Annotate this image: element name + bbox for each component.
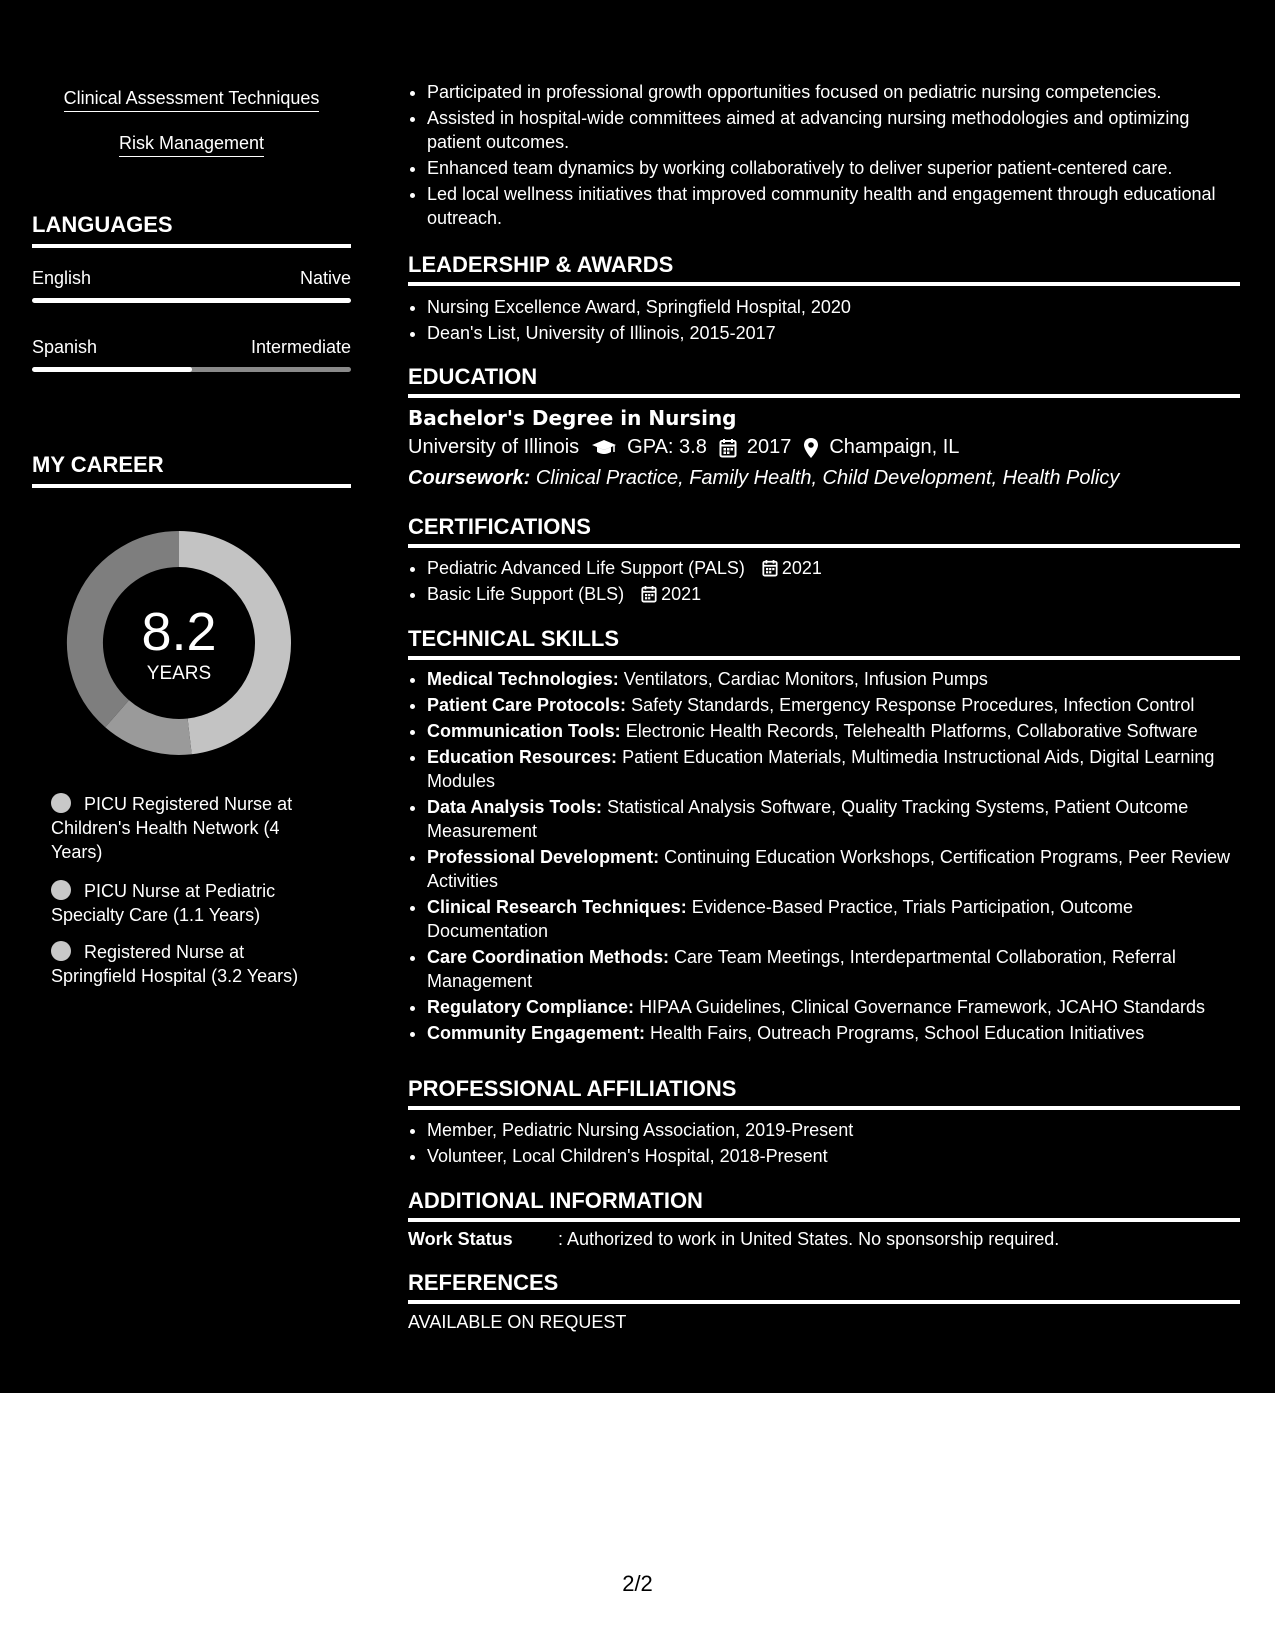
list-item: • Care Coordination Methods: Care Team Meetings, Interdepartmental Collaboration, Referral Management [427,945,1240,993]
graduation-cap-icon [591,439,617,457]
language-level: Native [299,268,351,288]
legend-dot-icon [51,880,71,900]
language-name: Spanish [32,337,98,357]
list-item: • Pediatric Advanced Life Support (PALS) 2021 [427,556,1240,580]
technical-skills-list [408,667,1240,1047]
technical-skills-heading: TECHNICAL SKILLS [408,626,1240,660]
list-item: • Community Engagement: Health Fairs, Outreach Programs, School Education Initiatives [427,1021,1240,1045]
calendar-icon [641,585,657,603]
list-item: • Clinical Research Techniques: Evidence-Based Practice, Trials Participation, Outcome Documentation [427,895,1240,943]
list-item: • Member, Pediatric Nursing Association, 2019-Present [427,1118,1240,1142]
legend-dot-icon [51,793,71,813]
references-text: AVAILABLE ON REQUEST [408,1312,627,1332]
work-status-row [408,1229,1059,1250]
education-meta [408,436,959,459]
career-years-label: YEARS [146,663,212,684]
career-legend-item: PICU Registered Nurse at Children's Health Network (4 Years) [51,794,293,862]
work-status-label: Work Status [408,1229,513,1249]
career-total-years: 8.2 [141,602,217,662]
language-proficiency-fill [32,298,351,303]
career-heading: MY CAREER [32,452,351,488]
school-location: Champaign, IL [829,436,960,458]
language-name: English [32,268,92,288]
career-donut-chart [66,530,292,756]
list-item: • Nursing Excellence Award, Springfield Hospital, 2020 [427,295,1240,319]
additional-info-heading: ADDITIONAL INFORMATION [408,1188,1240,1222]
calendar-icon [762,559,778,577]
leadership-heading: LEADERSHIP & AWARDS [408,252,1240,286]
certifications-heading: CERTIFICATIONS [408,514,1240,548]
list-item: • Assisted in hospital-wide committees aimed at advancing nursing methodologies and optimizing patient outcomes. [427,106,1240,154]
list-item: • Participated in professional growth opportunities focused on pediatric nursing competencies. [427,80,1240,104]
list-item: • Patient Care Protocols: Safety Standards, Emergency Response Procedures, Infection Control [427,693,1240,717]
leadership-list [408,295,1240,347]
gpa: GPA: 3.8 [627,436,707,458]
language-proficiency-bar [32,298,351,303]
legend-dot-icon [51,941,71,961]
affiliations-list [408,1118,1240,1170]
language-proficiency-fill [32,367,192,372]
certifications-list [408,556,1240,608]
page-number: 2/2 [622,1571,653,1596]
affiliations-heading: PROFESSIONAL AFFILIATIONS [408,1076,1240,1110]
list-item: • Volunteer, Local Children's Hospital, 2018-Present [427,1144,1240,1168]
list-item: • Communication Tools: Electronic Health Records, Telehealth Platforms, Collaborative Software [427,719,1240,743]
list-item: • Data Analysis Tools: Statistical Analysis Software, Quality Tracking Systems, Patient Outcome Measurement [427,795,1240,843]
list-item: • Regulatory Compliance: HIPAA Guidelines, Clinical Governance Framework, JCAHO Standards [427,995,1240,1019]
calendar-icon [719,438,737,458]
language-row [32,268,351,289]
list-item: • Medical Technologies: Ventilators, Cardiac Monitors, Infusion Pumps [427,667,1240,691]
language-proficiency-bar [32,367,351,372]
experience-bullets [408,80,1240,232]
language-row [32,337,351,358]
work-status-value: : Authorized to work in United States. No sponsorship required. [558,1229,1060,1249]
languages-heading: LANGUAGES [32,212,351,248]
coursework: Coursework: Clinical Practice, Family Health, Child Development, Health Policy [408,467,1120,489]
language-level: Intermediate [250,337,351,357]
graduation-year: 2017 [746,436,792,458]
school-name: University of Illinois [408,436,580,458]
skill-tag[interactable]: Clinical Assessment Techniques [32,88,351,112]
degree-title: Bachelor's Degree in Nursing [408,406,737,430]
list-item: • Dean's List, University of Illinois, 2015-2017 [427,321,1240,345]
career-legend-item: Registered Nurse at Springfield Hospital (3.2 Years) [51,942,299,986]
list-item: • Education Resources: Patient Education Materials, Multimedia Instructional Aids, Digital Learning Modules [427,745,1240,793]
list-item: • Professional Development: Continuing Education Workshops, Certification Programs, Peer Review Activities [427,845,1240,893]
list-item: • Enhanced team dynamics by working collaboratively to deliver superior patient-centered care. [427,156,1240,180]
career-legend-item: PICU Nurse at Pediatric Specialty Care (1.1 Years) [51,881,276,925]
list-item: • Led local wellness initiatives that improved community health and engagement through educational outreach. [427,182,1240,230]
skill-tag[interactable]: Risk Management [32,133,351,157]
education-heading: EDUCATION [408,364,1240,398]
career-donut-segment [117,714,190,737]
references-heading: REFERENCES [408,1270,1240,1304]
location-pin-icon [803,437,819,459]
list-item: • Basic Life Support (BLS) 2021 [427,582,1240,606]
